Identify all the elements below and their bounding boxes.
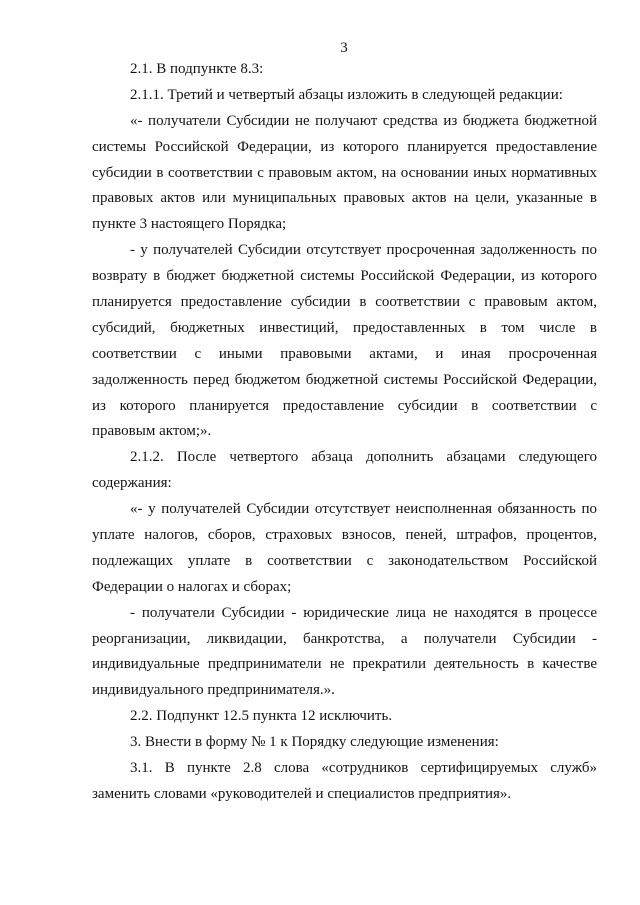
text-line: уплате налогов, сборов, страховых взносов, пеней, штрафов, процентов, [92, 527, 597, 544]
paragraph-tax-obligation [92, 497, 597, 601]
text-line: содержания: [92, 475, 172, 492]
text-line: 3.1. В пункте 2.8 слова «сотрудников сертифицируемых служб» [130, 760, 597, 777]
text-line: индивидуальные предприниматели не прекратили деятельность в качестве [92, 656, 597, 673]
paragraph-2-1 [92, 57, 597, 83]
text-line: возврату в бюджет бюджетной системы Российской Федерации, из которого [92, 268, 597, 285]
text-line: 2.2. Подпункт 12.5 пункта 12 исключить. [130, 708, 393, 725]
paragraph-reorganization [92, 601, 597, 705]
text-line: пункте 3 настоящего Порядка; [92, 216, 287, 233]
text-line: индивидуального предпринимателя.». [92, 682, 335, 699]
paragraph-3-1 [92, 756, 597, 808]
text-line: правовым актом;». [92, 423, 212, 440]
text-line: системы Российской Федерации, из которого планируется предоставление [92, 138, 597, 155]
paragraph-2-1-2 [92, 445, 597, 497]
document-body [92, 57, 597, 808]
text-line: «- у получателей Субсидии отсутствует неисполненная обязанность по [130, 501, 597, 518]
text-line: планируется предоставление субсидии в соответствии с правовым актом, [92, 294, 597, 311]
text-line: субсидий, бюджетных инвестиций, предоставленных в том числе в [92, 319, 597, 336]
text-line: задолженность перед бюджетом бюджетной системы Российской Федерации, [92, 371, 597, 388]
text-line: подлежащих уплате в соответствии с законодательством Российской [92, 552, 597, 569]
text-line: субсидии в соответствии с правовым актом, на основании иных нормативных [92, 164, 597, 181]
text-line: соответствии с иными правовыми актами, и иная просроченная [92, 345, 597, 362]
text-line: «- получатели Субсидии не получают средства из бюджета бюджетной [130, 112, 597, 129]
page-number: 3 [340, 40, 348, 56]
text-line: - получатели Субсидии - юридические лица не находятся в процессе [130, 604, 597, 621]
paragraph-3 [92, 730, 597, 756]
paragraph-2-2 [92, 704, 597, 730]
paragraph-overdue-debt [92, 238, 597, 445]
text-line: 3. Внести в форму № 1 к Порядку следующие изменения: [130, 734, 499, 751]
text-line: - у получателей Субсидии отсутствует просроченная задолженность по [130, 242, 597, 259]
text-line: 2.1. В подпункте 8.3: [130, 61, 264, 77]
text-line: 2.1.1. Третий и четвертый абзацы изложить в следующей редакции: [130, 86, 563, 103]
paragraph-quote-recipients [92, 109, 597, 238]
text-line: 2.1.2. После четвертого абзаца дополнить абзацами следующего [130, 449, 597, 466]
text-line: реорганизации, ликвидации, банкротства, а получатели Субсидии - [92, 630, 597, 647]
text-line: правовых актов или муниципальных правовых актов на цели, указанные в [92, 190, 597, 207]
paragraph-2-1-1 [92, 83, 597, 109]
text-line: из которого планируется предоставление субсидии в соответствии с [92, 397, 597, 414]
text-line: заменить словами «руководителей и специалистов предприятия». [92, 785, 512, 802]
text-line: Федерации о налогах и сборах; [92, 578, 292, 595]
